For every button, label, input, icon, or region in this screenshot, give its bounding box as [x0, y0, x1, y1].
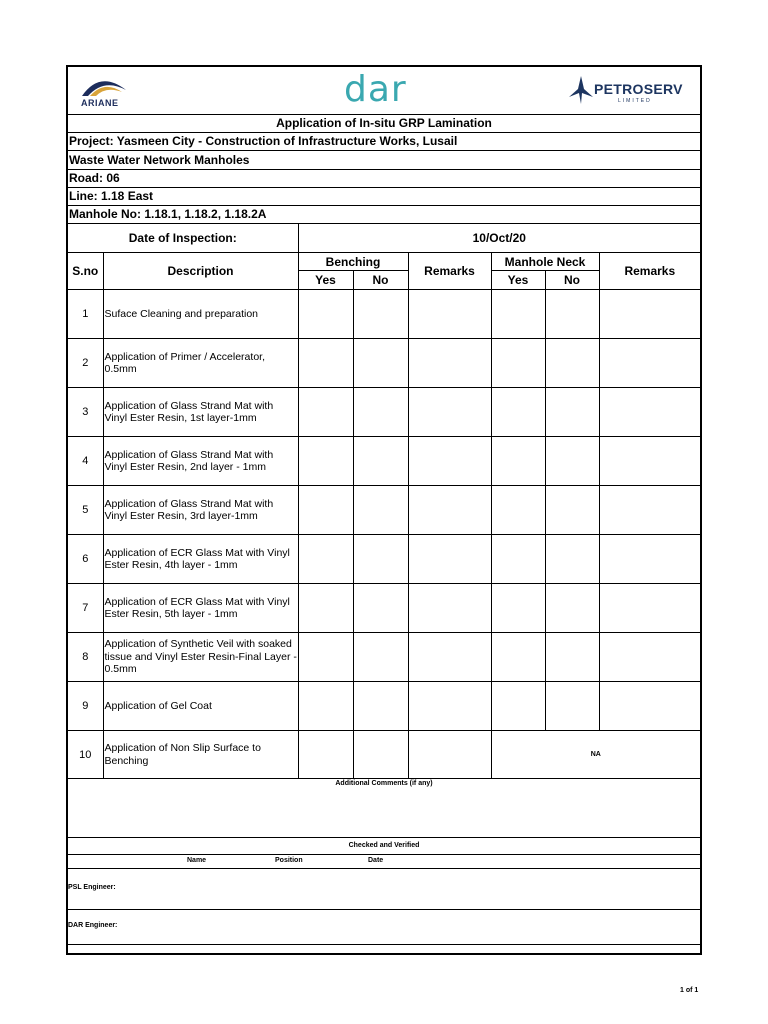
table-row	[68, 584, 700, 633]
benching-remarks-cell[interactable]	[408, 731, 491, 779]
benching-yes-cell[interactable]	[298, 290, 353, 339]
neck-yes-cell[interactable]	[491, 290, 545, 339]
row-sno: 10	[68, 731, 103, 779]
row-sno: 1	[68, 290, 103, 339]
neck-remarks-cell[interactable]	[599, 682, 700, 731]
row-description: Application of Glass Strand Mat with Vinyl Ester Resin, 2nd layer - 1mm	[103, 437, 298, 486]
psl-engineer-row[interactable]	[68, 869, 700, 910]
neck-no-cell[interactable]	[545, 584, 599, 633]
neck-remarks-cell[interactable]	[599, 584, 700, 633]
benching-remarks-cell[interactable]	[408, 339, 491, 388]
date-label: Date of Inspection:	[68, 224, 298, 253]
table-row	[68, 388, 700, 437]
name-column-label: Name	[187, 857, 207, 864]
neck-remarks-cell[interactable]	[599, 437, 700, 486]
manhole-line: Manhole No: 1.18.1, 1.18.2, 1.18.2A	[69, 207, 267, 221]
neck-no-cell[interactable]	[545, 290, 599, 339]
psl-engineer-label: PSL Engineer:	[68, 884, 116, 891]
project-line: Project: Yasmeen City - Construction of Infrastructure Works, Lusail	[68, 133, 700, 151]
benching-yes-cell[interactable]	[298, 682, 353, 731]
checked-verified-row	[68, 838, 700, 855]
benching-yes-cell[interactable]	[298, 339, 353, 388]
row-description: Application of Glass Strand Mat with Vinyl Ester Resin, 1st layer-1mm	[103, 388, 298, 437]
neck-no-cell[interactable]	[545, 437, 599, 486]
neck-yes-cell[interactable]	[491, 535, 545, 584]
neck-remarks-cell[interactable]	[599, 290, 700, 339]
benching-yes-cell[interactable]	[298, 584, 353, 633]
benching-remarks-cell[interactable]	[408, 682, 491, 731]
benching-yes-cell[interactable]	[298, 731, 353, 779]
checked-verified-label: Checked and Verified	[348, 842, 420, 849]
network-line: Waste Water Network Manholes	[68, 151, 700, 170]
benching-remarks-cell[interactable]	[408, 437, 491, 486]
line-line: Line: 1.18 East	[68, 188, 700, 206]
benching-remarks-cell[interactable]	[408, 584, 491, 633]
benching-yes-cell[interactable]	[298, 633, 353, 682]
benching-no-cell[interactable]	[353, 437, 408, 486]
inspection-form	[66, 65, 702, 955]
neck-remarks-cell[interactable]	[599, 535, 700, 584]
neck-yes-header: Yes	[491, 271, 545, 290]
table-row	[68, 290, 700, 339]
neck-remarks-cell[interactable]	[599, 339, 700, 388]
neck-no-cell[interactable]	[545, 339, 599, 388]
inspection-table	[68, 223, 700, 779]
benching-no-cell[interactable]	[353, 682, 408, 731]
neck-yes-cell[interactable]	[491, 388, 545, 437]
benching-no-header: No	[353, 271, 408, 290]
ariane-logo	[78, 72, 138, 110]
table-row	[68, 339, 700, 388]
benching-remarks-cell[interactable]	[408, 290, 491, 339]
neck-remarks-header: Remarks	[599, 253, 700, 290]
neck-yes-cell[interactable]	[491, 486, 545, 535]
row-description: Application of Gel Coat	[103, 682, 298, 731]
table-row	[68, 437, 700, 486]
dar-logo: dar	[344, 69, 407, 110]
row-description: Suface Cleaning and preparation	[103, 290, 298, 339]
row-description: Application of ECR Glass Mat with Vinyl Ester Resin, 5th layer - 1mm	[103, 584, 298, 633]
neck-yes-cell[interactable]	[491, 633, 545, 682]
description-header: Description	[103, 253, 298, 290]
neck-remarks-cell[interactable]	[599, 633, 700, 682]
page-number: 1 of 1	[680, 987, 699, 994]
form-title: Application of In-situ GRP Lamination	[68, 114, 700, 133]
benching-no-cell[interactable]	[353, 633, 408, 682]
row-sno: 5	[68, 486, 103, 535]
signature-header-row	[68, 855, 700, 869]
petroserv-logo-text: PETROSERV	[594, 81, 683, 97]
petroserv-emblem-icon	[568, 75, 594, 105]
benching-remarks-cell[interactable]	[408, 388, 491, 437]
table-row	[68, 486, 700, 535]
benching-remarks-cell[interactable]	[408, 535, 491, 584]
neck-no-cell[interactable]	[545, 633, 599, 682]
additional-comments-label: Additional Comments (if any)	[335, 780, 433, 787]
petroserv-logo	[568, 75, 683, 107]
neck-no-cell[interactable]	[545, 388, 599, 437]
benching-no-cell[interactable]	[353, 731, 408, 779]
benching-yes-cell[interactable]	[298, 437, 353, 486]
benching-yes-cell[interactable]	[298, 486, 353, 535]
logo-header	[68, 67, 700, 115]
ariane-arc-icon	[78, 72, 130, 98]
benching-no-cell[interactable]	[353, 388, 408, 437]
date-value: 10/Oct/20	[298, 224, 700, 253]
benching-no-cell[interactable]	[353, 535, 408, 584]
position-column-label: Position	[275, 857, 303, 864]
benching-no-cell[interactable]	[353, 339, 408, 388]
row-sno: 4	[68, 437, 103, 486]
neck-yes-cell[interactable]	[491, 584, 545, 633]
row-description: Application of Non Slip Surface to Benching	[103, 731, 298, 779]
additional-comments-box[interactable]	[68, 778, 700, 838]
row-sno: 8	[68, 633, 103, 682]
benching-no-cell[interactable]	[353, 584, 408, 633]
neck-na-cell: NA	[491, 731, 700, 779]
row-sno: 2	[68, 339, 103, 388]
petroserv-sub-text: LIMITED	[618, 98, 652, 104]
row-sno: 6	[68, 535, 103, 584]
neck-yes-cell[interactable]	[491, 682, 545, 731]
dar-engineer-label: DAR Engineer:	[68, 922, 118, 929]
benching-no-cell[interactable]	[353, 486, 408, 535]
benching-yes-header: Yes	[298, 271, 353, 290]
neck-no-header: No	[545, 271, 599, 290]
road-line: Road: 06	[68, 170, 700, 188]
date-column-label: Date	[368, 857, 384, 864]
benching-yes-cell[interactable]	[298, 388, 353, 437]
benching-remarks-cell[interactable]	[408, 633, 491, 682]
benching-yes-cell[interactable]	[298, 535, 353, 584]
neck-no-cell[interactable]	[545, 682, 599, 731]
row-description: Application of Primer / Accelerator, 0.5mm	[103, 339, 298, 388]
neck-remarks-cell[interactable]	[599, 388, 700, 437]
sno-header: S.no	[68, 253, 103, 290]
table-row	[68, 535, 700, 584]
benching-remarks-header: Remarks	[408, 253, 491, 290]
benching-no-cell[interactable]	[353, 290, 408, 339]
row-description: Application of Synthetic Veil with soaked tissue and Vinyl Ester Resin-Final Layer - 0.5mm	[103, 633, 298, 682]
table-row	[68, 731, 700, 779]
row-description: Application of Glass Strand Mat with Vinyl Ester Resin, 3rd layer-1mm	[103, 486, 298, 535]
neck-remarks-cell[interactable]	[599, 486, 700, 535]
row-sno: 3	[68, 388, 103, 437]
dar-engineer-row[interactable]	[68, 910, 700, 945]
table-row	[68, 682, 700, 731]
neck-no-cell[interactable]	[545, 535, 599, 584]
row-description: Application of ECR Glass Mat with Vinyl Ester Resin, 4th layer - 1mm	[103, 535, 298, 584]
table-row	[68, 633, 700, 682]
neck-yes-cell[interactable]	[491, 339, 545, 388]
row-sno: 7	[68, 584, 103, 633]
ariane-logo-text: ARIANE	[81, 98, 119, 108]
benching-header: Benching	[298, 253, 408, 271]
benching-remarks-cell[interactable]	[408, 486, 491, 535]
manhole-neck-header: Manhole Neck	[491, 253, 599, 271]
neck-no-cell[interactable]	[545, 486, 599, 535]
row-sno: 9	[68, 682, 103, 731]
neck-yes-cell[interactable]	[491, 437, 545, 486]
